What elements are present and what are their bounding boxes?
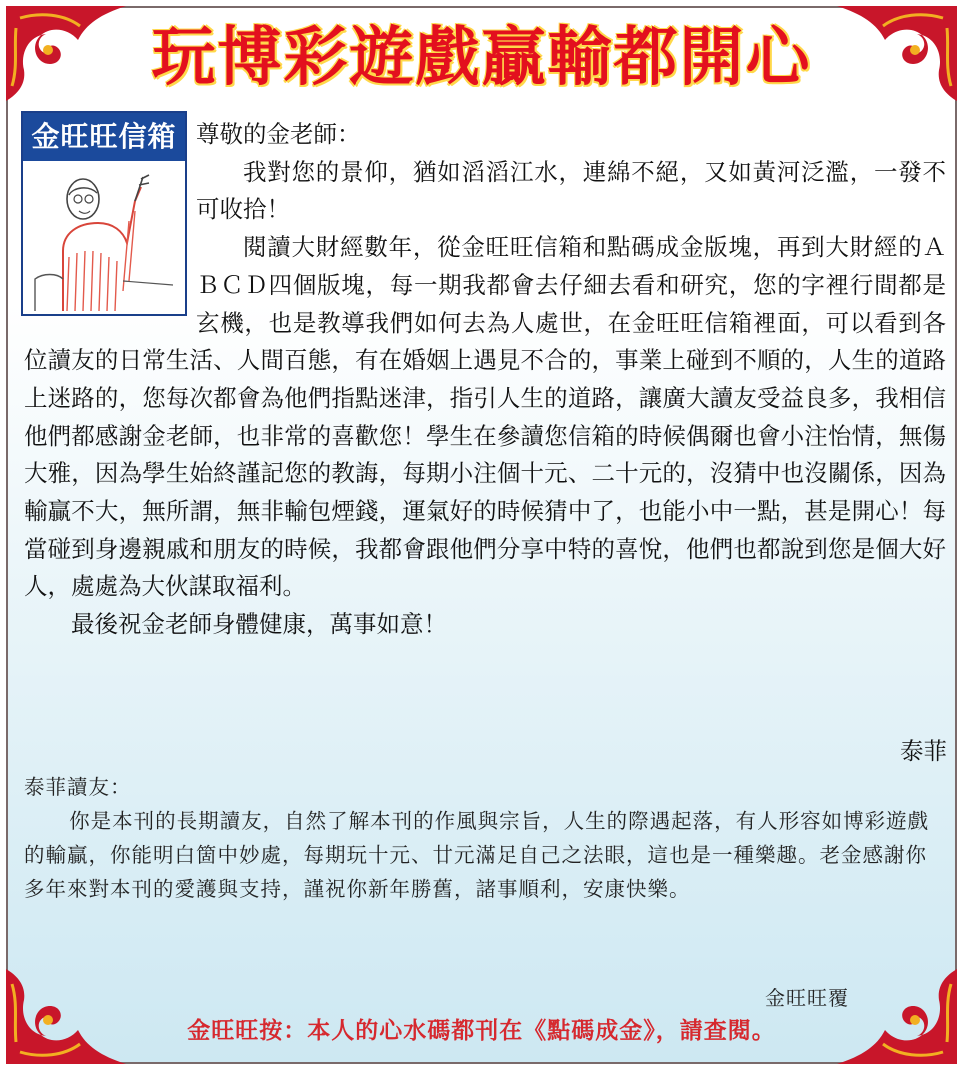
letter-paragraph: 最後祝金老師身體健康，萬事如意！ [71,610,447,639]
reply-salutation: 泰菲讀友： [24,775,132,799]
reply-paragraph: 你是本刊的長期讀友，自然了解本刊的作風與宗旨，人生的際遇起落，有人形容如博彩遊戲的輸贏，你能明白箇中妙處，每期玩十元、廿元滿足自己之法眼，這也是一種樂趣。老金感謝你多年來對本刊的愛護與支持，謹祝你新年勝舊，諸事順利，安康快樂。 [24,809,930,901]
reply-body [24,770,934,906]
reply-signature: 金旺旺覆 [765,986,849,1010]
column-badge-label: 金旺旺信箱 [23,113,185,161]
letter-body [24,116,946,644]
corner-ornament-icon [837,6,957,101]
page-title: 玩博彩遊戲贏輸都開心 [151,20,812,95]
letter-signature: 泰菲 [900,737,947,765]
letter-paragraph: 我對您的景仰，猶如滔滔江水，連綿不絕，又如黃河泛濫，一發不可收拾！ [196,157,946,224]
letter-salutation: 尊敬的金老師： [196,120,361,148]
corner-ornament-icon [6,969,126,1064]
badge-spacer [24,116,196,330]
corner-ornament-icon [6,6,126,101]
letter-paragraph: 閱讀大財經數年，從金旺旺信箱和點碼成金版塊，再到大財經的ＡＢＣＤ四個版塊，每一期我都會去仔細去看和研究，您的字裡行間都是玄機，也是教導我們如何去為人處世，在金旺旺信箱裡面，可以看到各位讀友的日常生活、人間百態，有在婚姻上遇見不合的，事業上碰到不順的，人生的道路上迷路的，您每次都會為他們指點迷津，指引人生的道路，讓廣大讀友受益良多，我相信他們都感謝金老師，也非常的喜歡您！學生在參讀您信箱的時候偶爾也會小注怡情，無傷大雅，因為學生始終謹記您的教誨，每期小注個十元、二十元的，沒猜中也沒關係，因為輸贏不大，無所謂，無非輸包煙錢，運氣好的時候猜中了，也能小中一點，甚是開心！每當碰到身邊親戚和朋友的時候，我都會跟他們分享中特的喜悅，他們也都說到您是個大好人，處處為大伙謀取福利。 [24,233,946,601]
corner-ornament-icon [837,969,957,1064]
editor-note: 金旺旺按：本人的心水碼都刊在《點碼成金》，請查閱。 [187,1018,776,1044]
